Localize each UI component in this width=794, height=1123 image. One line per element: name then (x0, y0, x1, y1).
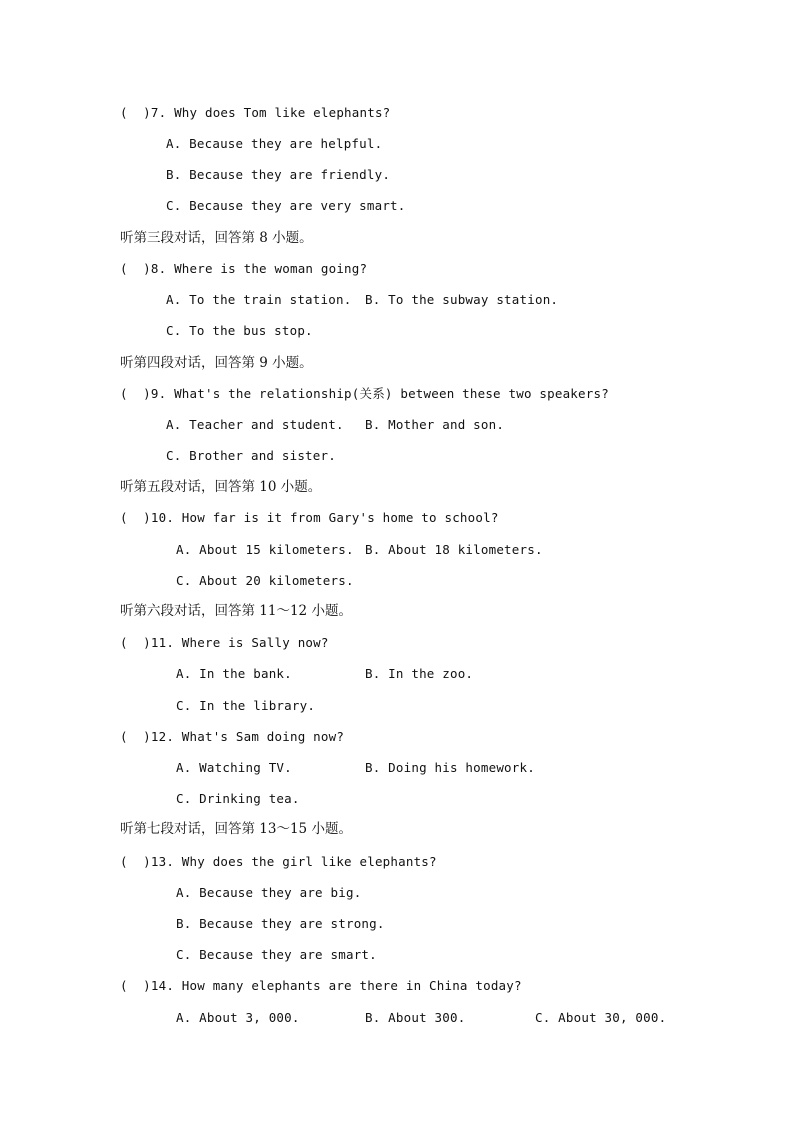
question-12-option-a: A. Watching TV. (176, 760, 292, 775)
question-8-stem: ( )8. Where is the woman going? (120, 261, 368, 276)
question-14-option-a: A. About 3, 000. (176, 1010, 300, 1025)
question-12-option-b: B. Doing his homework. (365, 760, 535, 775)
section-heading-3: 听第三段对话，回答第 8 小题。 (120, 230, 313, 246)
question-12-stem: ( )12. What's Sam doing now? (120, 729, 345, 744)
section-heading-7: 听第七段对话，回答第 13～15 小题。 (120, 821, 352, 837)
question-7-stem: ( )7. Why does Tom like elephants? (120, 105, 391, 120)
question-13-stem: ( )13. Why does the girl like elephants? (120, 854, 437, 869)
question-9-option-c: C. Brother and sister. (166, 448, 336, 463)
question-14-option-b: B. About 300. (365, 1010, 466, 1025)
question-10-option-c: C. About 20 kilometers. (176, 573, 354, 588)
section-heading-4: 听第四段对话，回答第 9 小题。 (120, 355, 313, 371)
question-11-stem: ( )11. Where is Sally now? (120, 635, 329, 650)
question-11-option-a: A. In the bank. (176, 666, 292, 681)
question-7-option-a: A. Because they are helpful. (166, 136, 383, 151)
question-10-option-a: A. About 15 kilometers. (176, 542, 354, 557)
question-14-stem: ( )14. How many elephants are there in China today? (120, 978, 522, 993)
question-10-stem: ( )10. How far is it from Gary's home to school? (120, 510, 499, 525)
question-13-option-a: A. Because they are big. (176, 885, 362, 900)
question-9-option-a: A. Teacher and student. (166, 417, 344, 432)
question-11-option-c: C. In the library. (176, 698, 316, 713)
question-8-option-c: C. To the bus stop. (166, 323, 313, 338)
question-7-option-b: B. Because they are friendly. (166, 167, 391, 182)
question-9-option-b: B. Mother and son. (365, 417, 505, 432)
section-heading-6: 听第六段对话，回答第 11～12 小题。 (120, 603, 352, 619)
question-9-stem: ( )9. What's the relationship(关系) between these two speakers? (120, 386, 609, 401)
question-13-option-b: B. Because they are strong. (176, 916, 385, 931)
question-10-option-b: B. About 18 kilometers. (365, 542, 543, 557)
question-11-option-b: B. In the zoo. (365, 666, 474, 681)
question-8-option-b: B. To the subway station. (365, 292, 559, 307)
question-12-option-c: C. Drinking tea. (176, 791, 300, 806)
question-8-option-a: A. To the train station. (166, 292, 352, 307)
question-13-option-c: C. Because they are smart. (176, 947, 377, 962)
section-heading-5: 听第五段对话，回答第 10 小题。 (120, 479, 322, 495)
question-7-option-c: C. Because they are very smart. (166, 198, 406, 213)
question-14-option-c: C. About 30, 000. (535, 1010, 667, 1025)
